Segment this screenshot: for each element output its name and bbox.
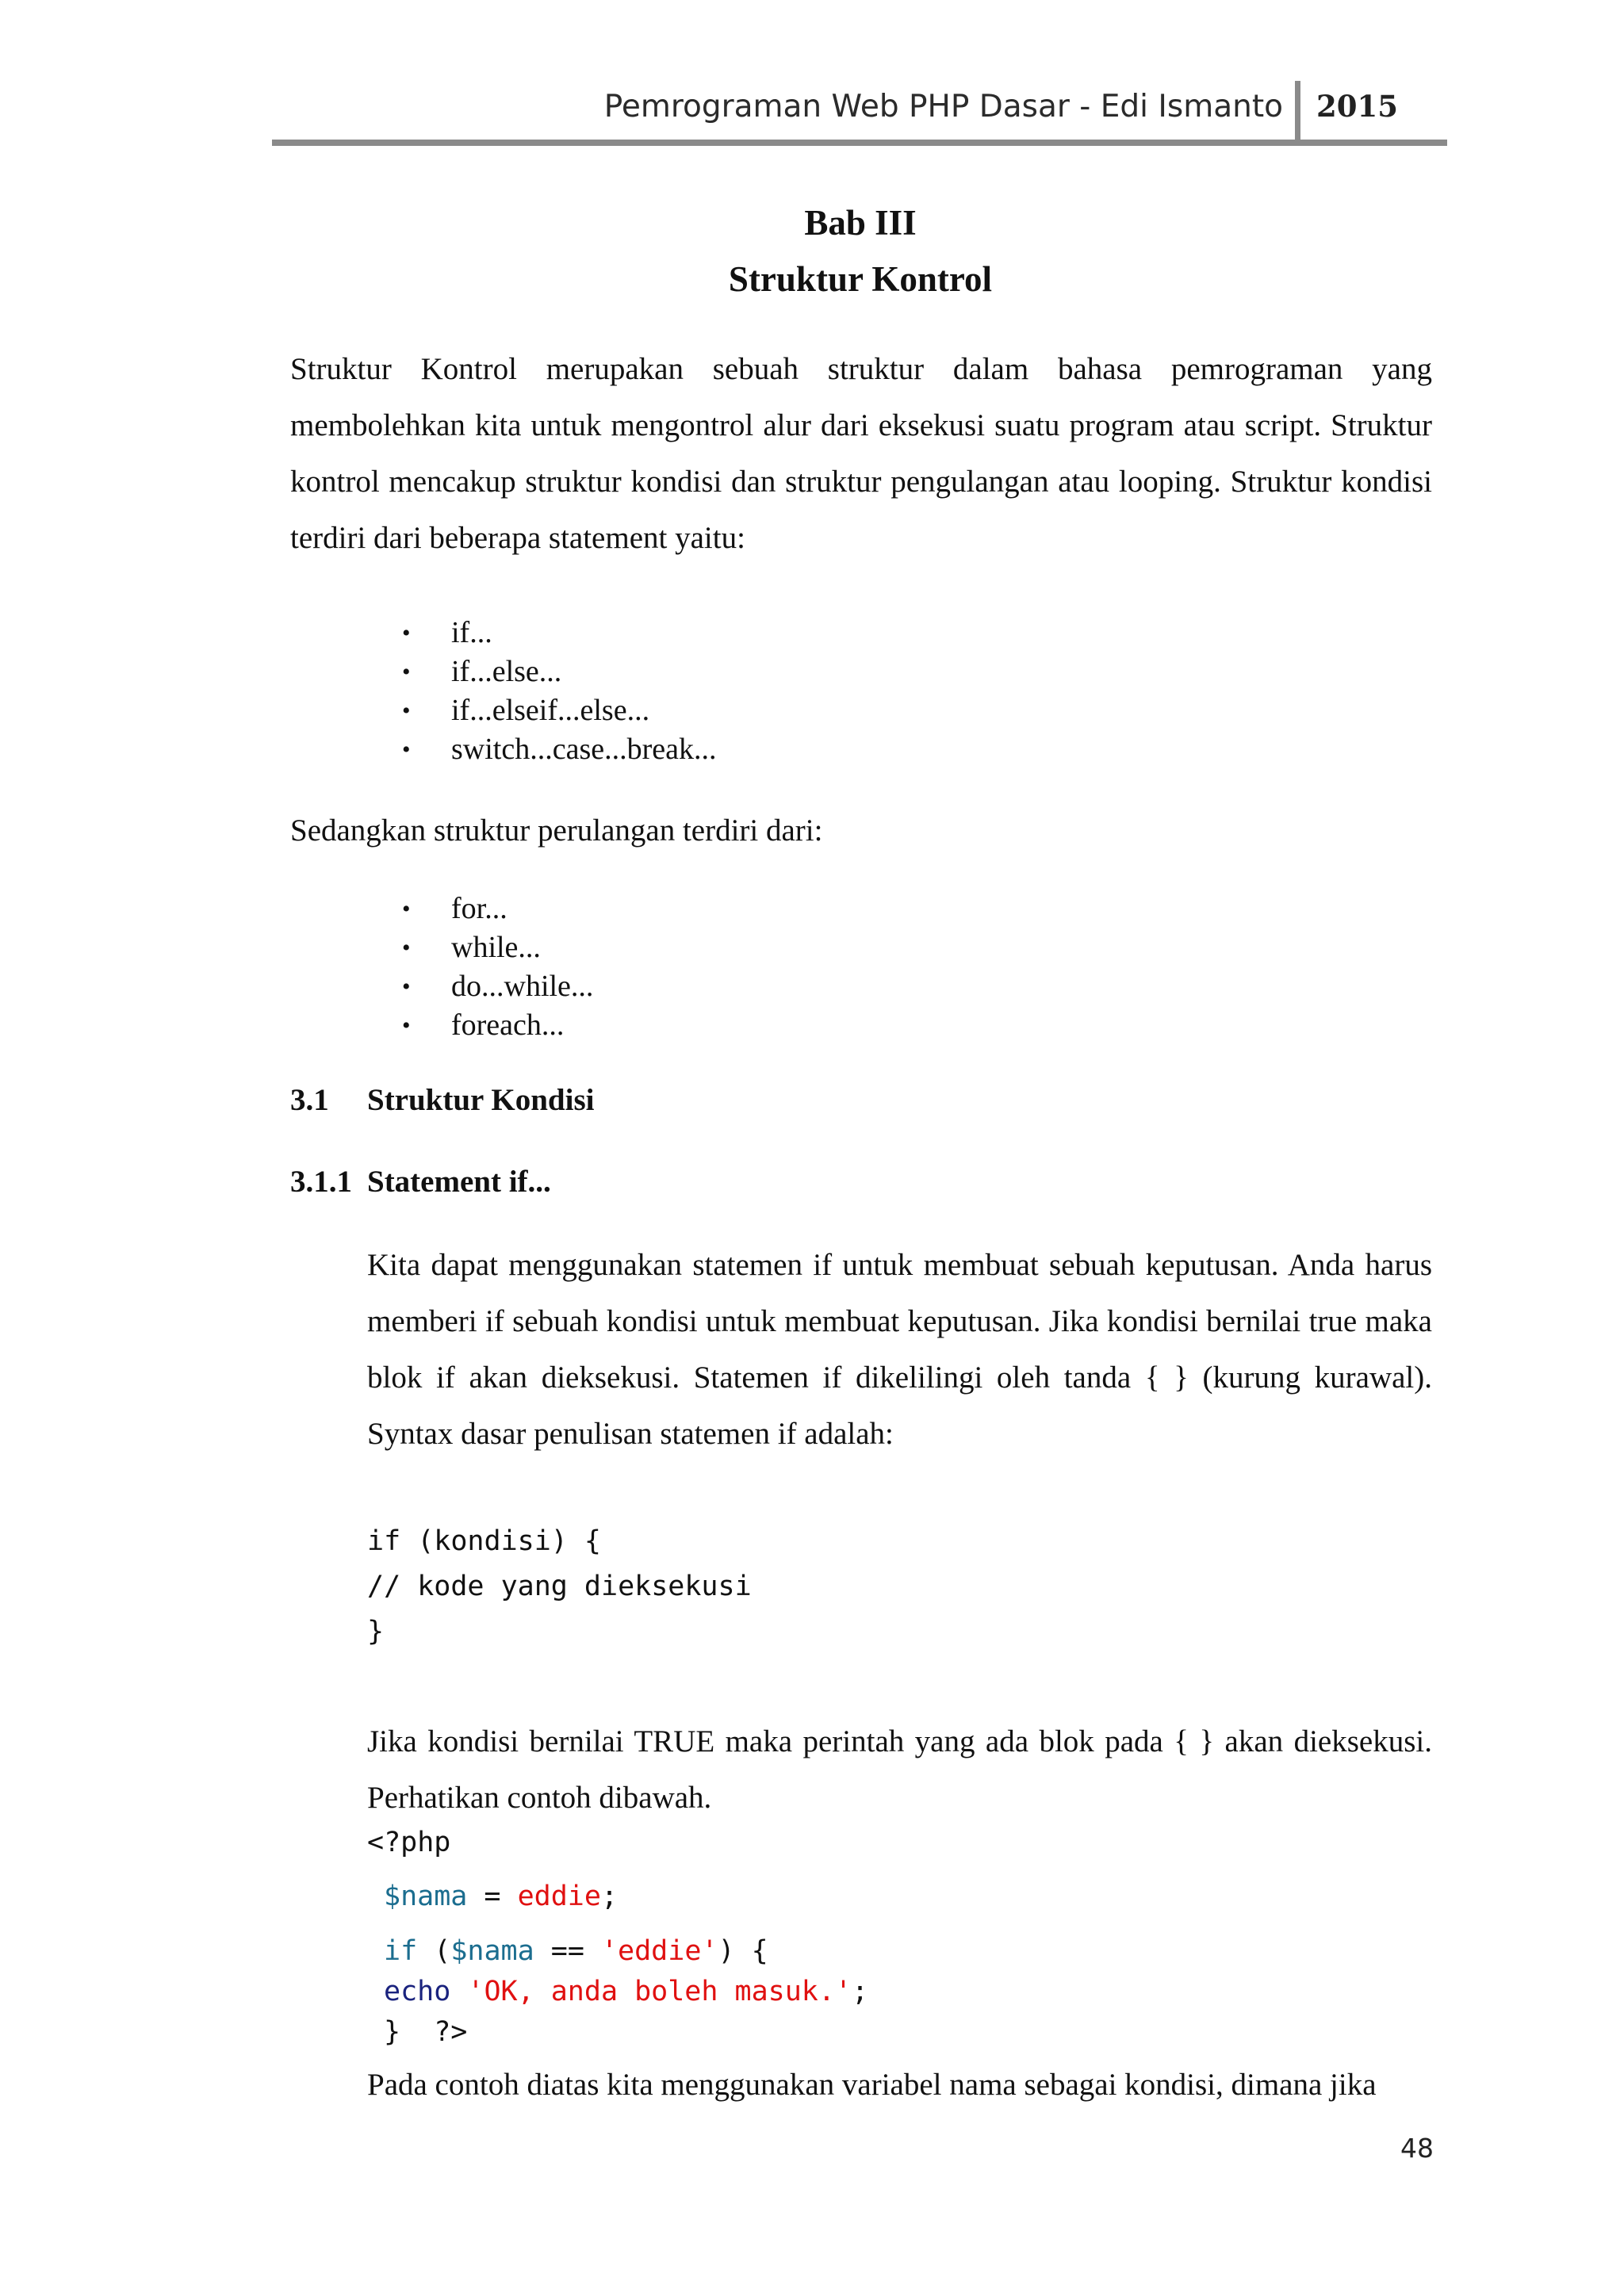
syntax-line: if (kondisi) { (367, 1525, 602, 1557)
code-line-echo: echo 'OK, anda boleh masuk.'; (384, 1976, 869, 2007)
list-item: • if... (402, 614, 717, 652)
code-line-assign: $nama = eddie; (384, 1881, 619, 1912)
list-item: • if...elseif...else... (402, 691, 717, 730)
bullet-icon: • (402, 698, 411, 724)
header-year: 2015 (1316, 89, 1398, 124)
bullet-icon: • (402, 1012, 411, 1039)
intro-paragraph: Struktur Kontrol merupakan sebuah struktur dalam bahasa pemrograman yang membolehkan kita untuk mengontrol alur dari eksekusi suatu program atau script. Struktur kontrol mencakup struktur kondisi dan struktur pengulangan atau looping. Struktur kondisi terdiri dari beberapa statement yaitu: (290, 352, 1432, 555)
code-line-if: if ($nama == 'eddie') { (384, 1935, 768, 1967)
bullet-icon: • (402, 737, 411, 763)
syntax-line: } (367, 1616, 385, 1647)
chapter-label: Bab III (804, 203, 917, 243)
loop-intro: Sedangkan struktur perulangan terdiri dari: (290, 813, 823, 848)
running-header-title: Pemrograman Web PHP Dasar - Edi Ismanto (603, 89, 1283, 124)
list-item: • switch...case...break... (402, 730, 717, 769)
php-open-tag: <?php (367, 1827, 451, 1858)
list-item: • do...while... (402, 967, 593, 1006)
subsection-title: Statement if... (367, 1165, 551, 1199)
syntax-line: // kode yang dieksekusi (367, 1571, 752, 1602)
bullet-icon: • (402, 974, 411, 1000)
bullet-icon: • (402, 896, 411, 922)
chapter-title: Struktur Kontrol (728, 259, 993, 299)
header-divider (1295, 81, 1300, 144)
if-paragraph: Kita dapat menggunakan statemen if untuk membuat sebuah keputusan. Anda harus memberi if sebuah kondisi untuk membuat keputusan. Jika kondisi bernilai true maka blok if akan dieksekusi. Statemen if dikelilingi oleh tanda { } (kurung kurawal). Syntax dasar penulisan statemen if adalah: (367, 1248, 1432, 1451)
bullet-icon: • (402, 659, 411, 685)
list-item: • if...else... (402, 652, 717, 691)
code-line-close: } ?> (384, 2016, 468, 2048)
header-rule (272, 140, 1447, 146)
true-paragraph: Jika kondisi bernilai TRUE maka perintah yang ada blok pada { } akan dieksekusi. Perhatikan contoh dibawah. (367, 1724, 1432, 1815)
bullet-icon: • (402, 620, 411, 646)
list-item: • while... (402, 928, 593, 967)
subsection-number: 3.1.1 (290, 1165, 352, 1199)
section-title: Struktur Kondisi (367, 1083, 595, 1117)
page-number: 48 (1400, 2133, 1434, 2164)
section-number: 3.1 (290, 1083, 329, 1117)
condition-statement-list (402, 614, 717, 769)
list-item: • for... (402, 890, 593, 928)
loop-statement-list (402, 890, 593, 1045)
bullet-icon: • (402, 935, 411, 961)
list-item: • foreach... (402, 1006, 593, 1045)
last-paragraph: Pada contoh diatas kita menggunakan variabel nama sebagai kondisi, dimana jika (367, 2068, 1377, 2102)
